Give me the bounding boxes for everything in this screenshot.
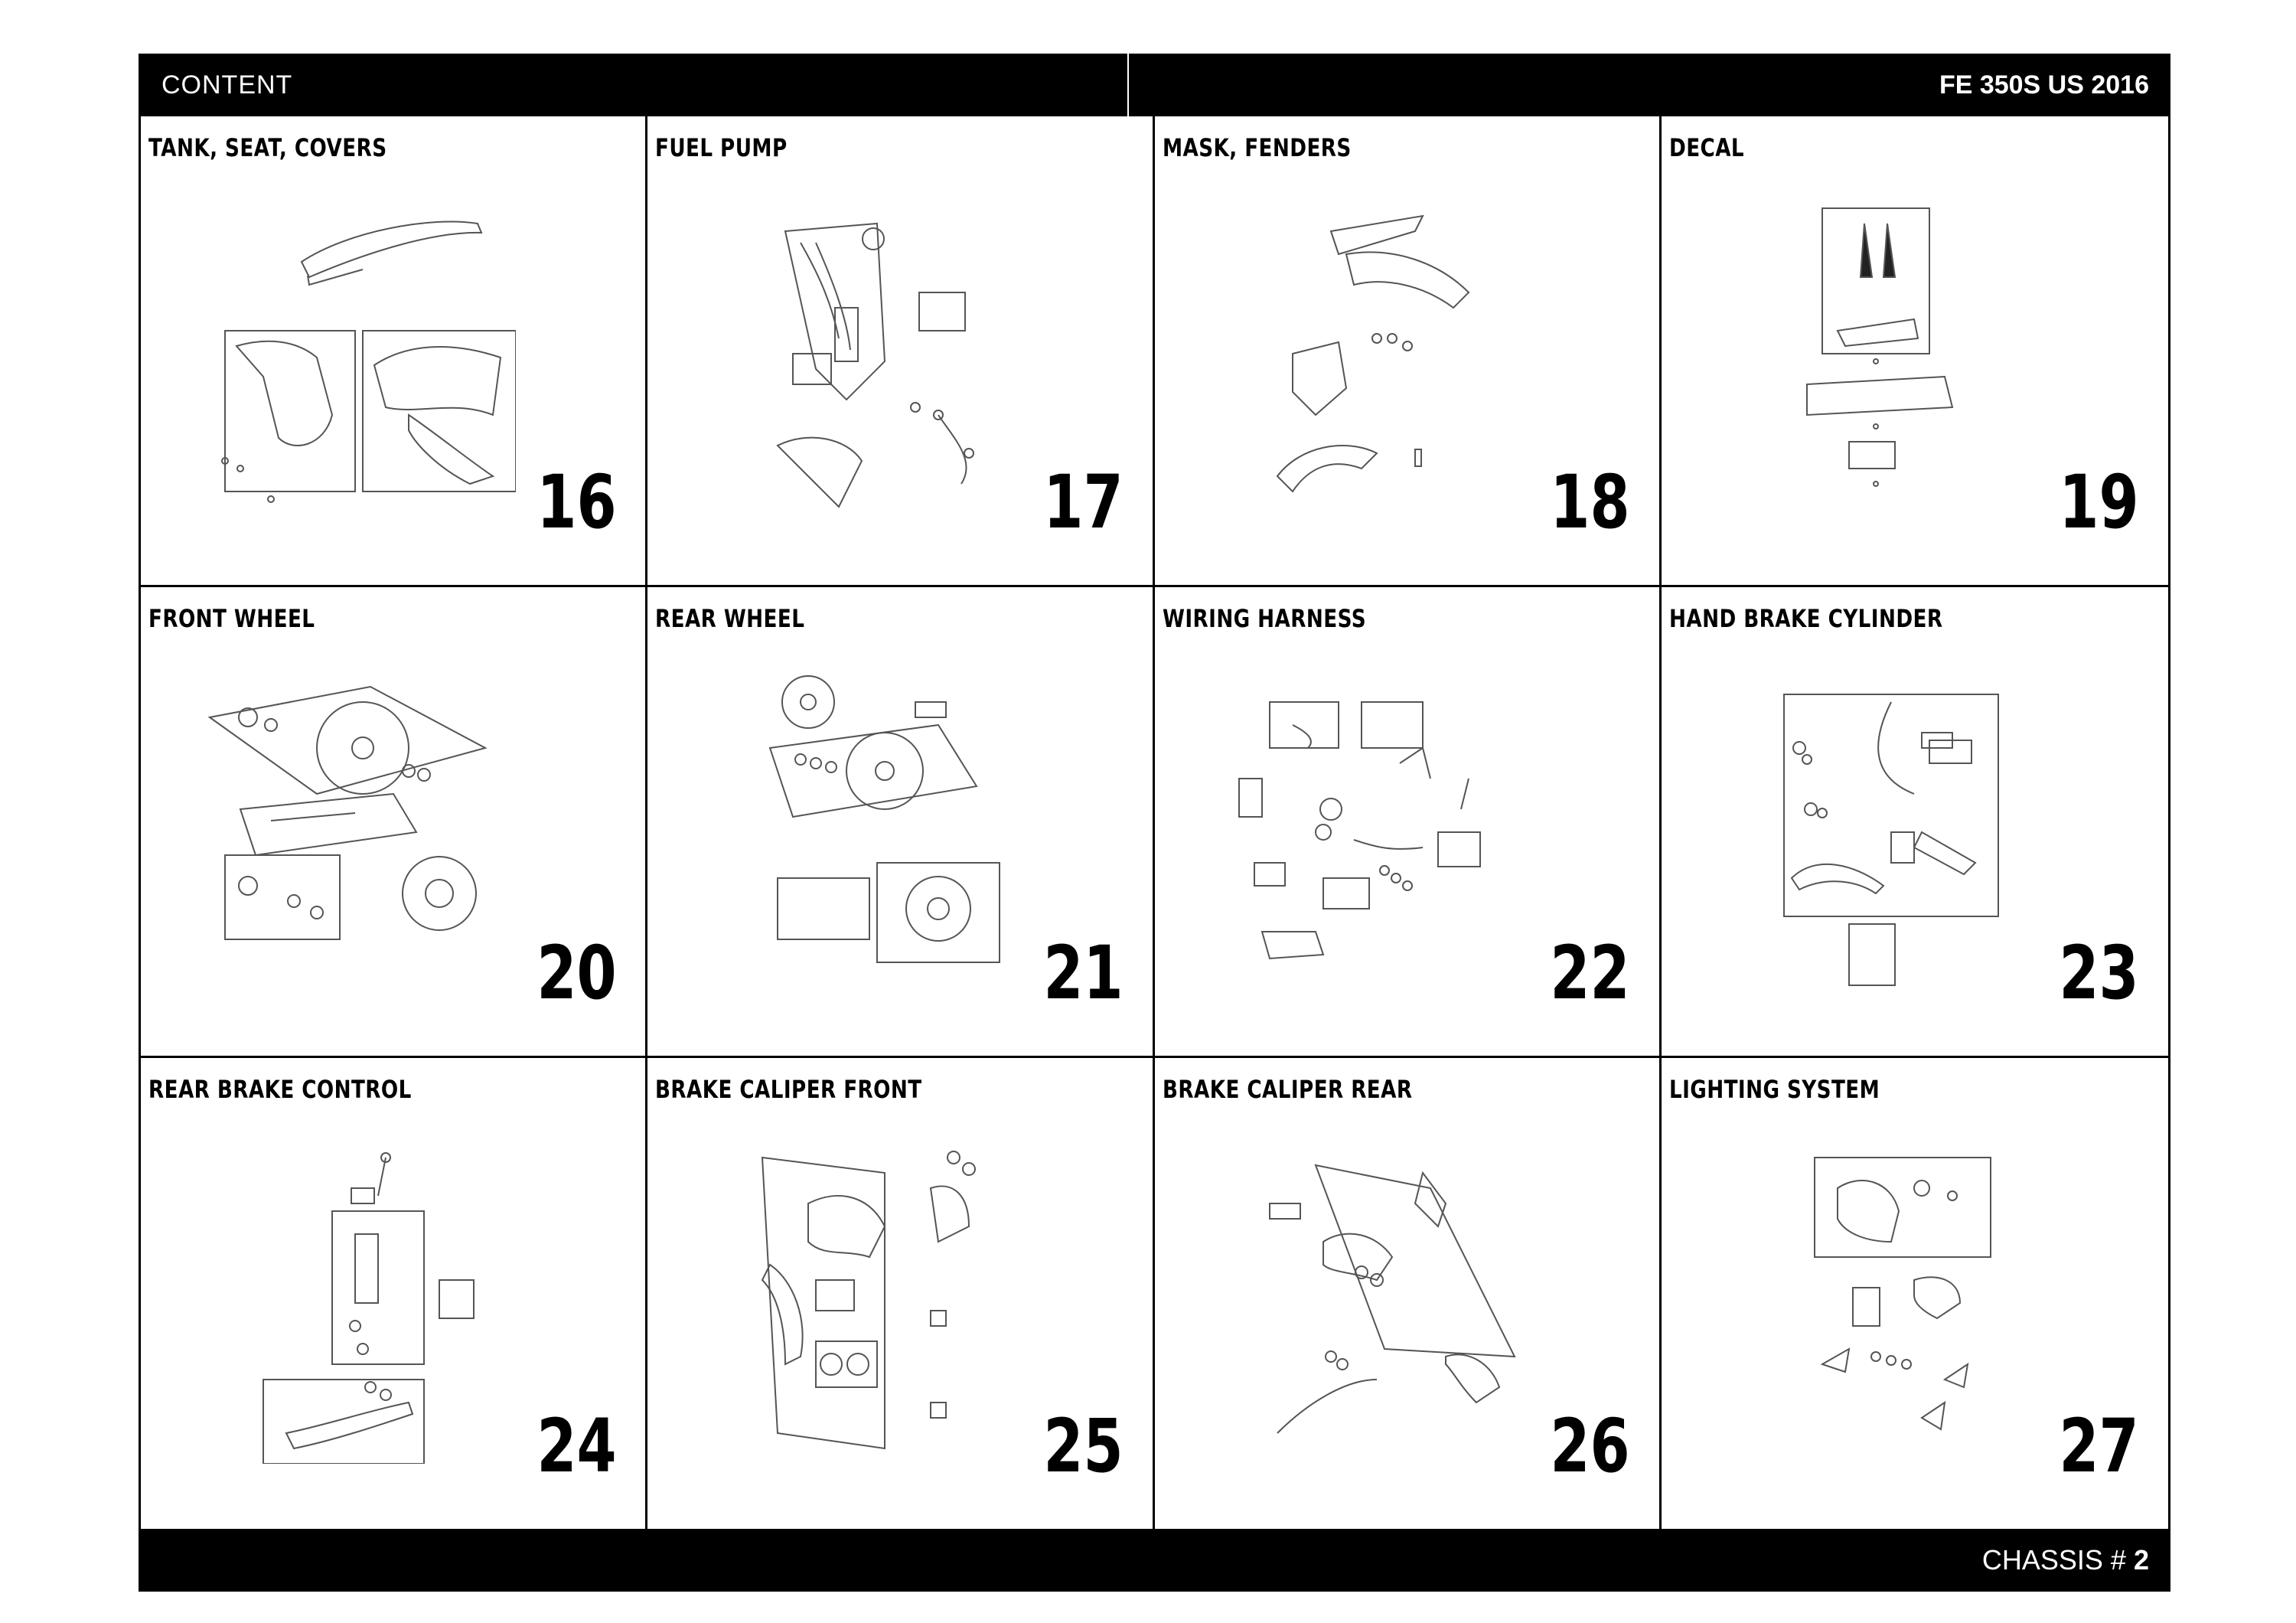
section-front-wheel[interactable] (141, 587, 647, 1058)
footer-section: CHASSIS # (1981, 1544, 2126, 1576)
section-rear-wheel[interactable] (647, 587, 1154, 1058)
rear-wheel-diagram (686, 656, 1022, 993)
rear-brake-control-diagram (179, 1127, 516, 1464)
section-hand-brake-cylinder[interactable] (1662, 587, 2168, 1058)
page-number: 24 (536, 1403, 617, 1489)
page-number: 17 (1043, 459, 1124, 545)
section-title: DECAL (1668, 133, 1744, 162)
section-title: REAR BRAKE CONTROL (148, 1075, 412, 1104)
footer-bar (139, 1529, 2170, 1592)
section-decal[interactable] (1662, 116, 2168, 587)
section-title: TANK, SEAT, COVERS (148, 133, 387, 162)
model-label: FE 350S US 2016 (1939, 70, 2149, 100)
header-divider (1127, 54, 1129, 116)
section-title: MASK, FENDERS (1162, 133, 1352, 162)
hand-brake-cylinder-diagram (1700, 656, 2037, 993)
wiring-harness-diagram (1193, 656, 1530, 993)
section-brake-caliper-rear[interactable] (1155, 1058, 1662, 1529)
fuel-pump-diagram (686, 185, 1022, 522)
section-title: LIGHTING SYSTEM (1668, 1075, 1880, 1104)
footer-page-number: 2 (2133, 1544, 2149, 1576)
page-number: 23 (2059, 930, 2139, 1016)
section-fuel-pump[interactable] (647, 116, 1154, 587)
content-label: CONTENT (161, 70, 293, 100)
section-title: BRAKE CALIPER REAR (1162, 1075, 1412, 1104)
section-mask-fenders[interactable] (1155, 116, 1662, 587)
section-tank-seat-covers[interactable] (141, 116, 647, 587)
mask-fenders-diagram (1193, 185, 1530, 522)
front-wheel-diagram (179, 656, 516, 993)
page-number: 16 (536, 459, 617, 545)
section-wiring-harness[interactable] (1155, 587, 1662, 1058)
contents-grid (139, 116, 2170, 1529)
section-title: FUEL PUMP (655, 133, 788, 162)
brake-caliper-rear-diagram (1193, 1127, 1530, 1464)
page-number: 27 (2059, 1403, 2139, 1489)
decal-diagram (1700, 185, 2037, 522)
section-rear-brake-control[interactable] (141, 1058, 647, 1529)
page-number: 19 (2059, 459, 2139, 545)
lighting-system-diagram (1700, 1127, 2037, 1464)
page-number: 25 (1043, 1403, 1124, 1489)
section-brake-caliper-front[interactable] (647, 1058, 1154, 1529)
page-number: 26 (1550, 1403, 1630, 1489)
section-title: REAR WHEEL (655, 604, 805, 633)
section-lighting-system[interactable] (1662, 1058, 2168, 1529)
footer-label (1982, 1529, 2149, 1592)
section-title: HAND BRAKE CYLINDER (1668, 604, 1943, 633)
header-bar (139, 54, 2170, 116)
page-number: 22 (1550, 930, 1630, 1016)
tank-seat-covers-diagram (179, 185, 516, 522)
page-number: 18 (1550, 459, 1630, 545)
page-number: 21 (1043, 930, 1124, 1016)
catalog-page (139, 54, 2170, 1592)
section-title: WIRING HARNESS (1162, 604, 1366, 633)
page-number: 20 (536, 930, 617, 1016)
section-title: FRONT WHEEL (148, 604, 315, 633)
section-title: BRAKE CALIPER FRONT (655, 1075, 922, 1104)
brake-caliper-front-diagram (686, 1127, 1022, 1464)
